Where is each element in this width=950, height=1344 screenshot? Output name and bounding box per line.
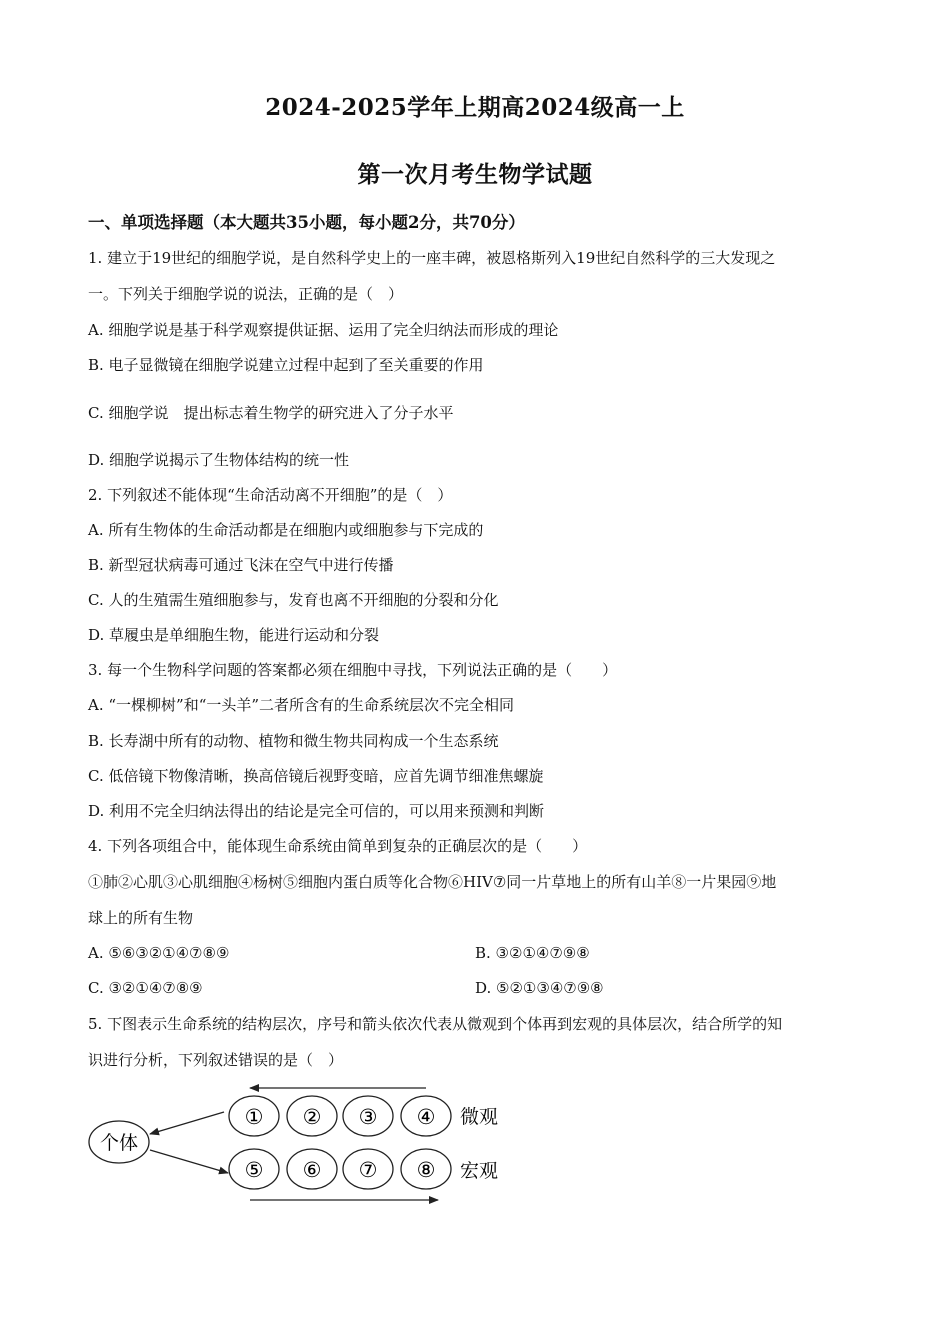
bottom-circle-6-label: ⑥	[302, 1158, 322, 1182]
bottom-circle-8-label: ⑧	[416, 1158, 436, 1182]
q5-stem-line2: 识进行分析，下列叙述错误的是（ ）	[88, 1051, 344, 1069]
exam-title-line2: 第一次月考生物学试题	[357, 161, 593, 188]
q2-option-c: C. 人的生殖需生殖细胞参与，发育也离不开细胞的分裂和分化	[88, 591, 499, 609]
q2-stem: 2. 下列叙述不能体现“生命活动离不开细胞”的是（ ）	[88, 486, 453, 504]
individual-to-macro-arrow	[150, 1150, 228, 1173]
q4-option-b: B. ③②①④⑦⑨⑧	[475, 944, 590, 962]
hierarchy-diagram	[86, 1076, 516, 1208]
q1-option-c: C. 细胞学说 提出标志着生物学的研究进入了分子水平	[88, 404, 454, 422]
q2-option-a: A. 所有生物体的生命活动都是在细胞内或细胞参与下完成的	[88, 521, 484, 539]
q4-option-a: A. ⑤⑥③②①④⑦⑧⑨	[88, 944, 230, 962]
top-circle-4-label: ④	[416, 1105, 436, 1129]
q3-option-d: D. 利用不完全归纳法得出的结论是完全可信的，可以用来预测和判断	[88, 802, 545, 820]
top-circle-1-label: ①	[244, 1105, 264, 1129]
q3-option-b: B. 长寿湖中所有的动物、植物和微生物共同构成一个生态系统	[88, 732, 499, 750]
section-heading: 一、单项选择题（本大题共35小题，每小题2分，共70分）	[88, 213, 525, 232]
micro-to-individual-arrow	[150, 1112, 224, 1134]
q4-option-d: D. ⑤②①③④⑦⑨⑧	[475, 979, 604, 997]
q1-stem-line2: 一。下列关于细胞学说的说法，正确的是（ ）	[88, 285, 404, 303]
exam-title-line1: 2024-2025学年上期高2024级高一上	[265, 94, 685, 121]
macro-label: 宏观	[460, 1160, 499, 1182]
q2-option-b: B. 新型冠状病毒可通过飞沫在空气中进行传播	[88, 556, 394, 574]
q1-option-d: D. 细胞学说揭示了生物体结构的统一性	[88, 451, 350, 469]
q3-option-a: A. “一棵柳树”和“一头羊”二者所含有的生命系统层次不完全相同	[88, 696, 515, 714]
bottom-circle-5-label: ⑤	[244, 1158, 264, 1182]
q4-items-line2: 球上的所有生物	[88, 909, 194, 927]
micro-label: 微观	[460, 1106, 499, 1128]
q1-option-b: B. 电子显微镜在细胞学说建立过程中起到了至关重要的作用	[88, 356, 484, 374]
q4-stem: 4. 下列各项组合中，能体现生命系统由简单到复杂的正确层次的是（ ）	[88, 837, 588, 855]
bottom-circle-7-label: ⑦	[358, 1158, 378, 1182]
individual-label: 个体	[99, 1132, 139, 1154]
q4-option-c: C. ③②①④⑦⑧⑨	[88, 979, 203, 997]
top-circle-3-label: ③	[358, 1105, 378, 1129]
q3-option-c: C. 低倍镜下物像清晰，换高倍镜后视野变暗，应首先调节细准焦螺旋	[88, 767, 544, 785]
q4-items-line1: ①肺②心肌③心肌细胞④杨树⑤细胞内蛋白质等化合物⑥HIV⑦同一片草地上的所有山羊⑧一片果园⑨地	[88, 873, 777, 891]
q1-stem-line1: 1. 建立于19世纪的细胞学说，是自然科学史上的一座丰碑，被恩格斯列入19世纪自然科学的三大发现之	[88, 249, 776, 267]
q5-stem-line1: 5. 下图表示生命系统的结构层次，序号和箭头依次代表从微观到个体再到宏观的具体层次，结合所学的知	[88, 1015, 783, 1033]
q2-option-d: D. 草履虫是单细胞生物，能进行运动和分裂	[88, 626, 380, 644]
q1-option-a: A. 细胞学说是基于科学观察提供证据、运用了完全归纳法而形成的理论	[88, 321, 559, 339]
q3-stem: 3. 每一个生物科学问题的答案都必须在细胞中寻找，下列说法正确的是（ ）	[88, 661, 618, 679]
top-circle-2-label: ②	[302, 1105, 322, 1129]
